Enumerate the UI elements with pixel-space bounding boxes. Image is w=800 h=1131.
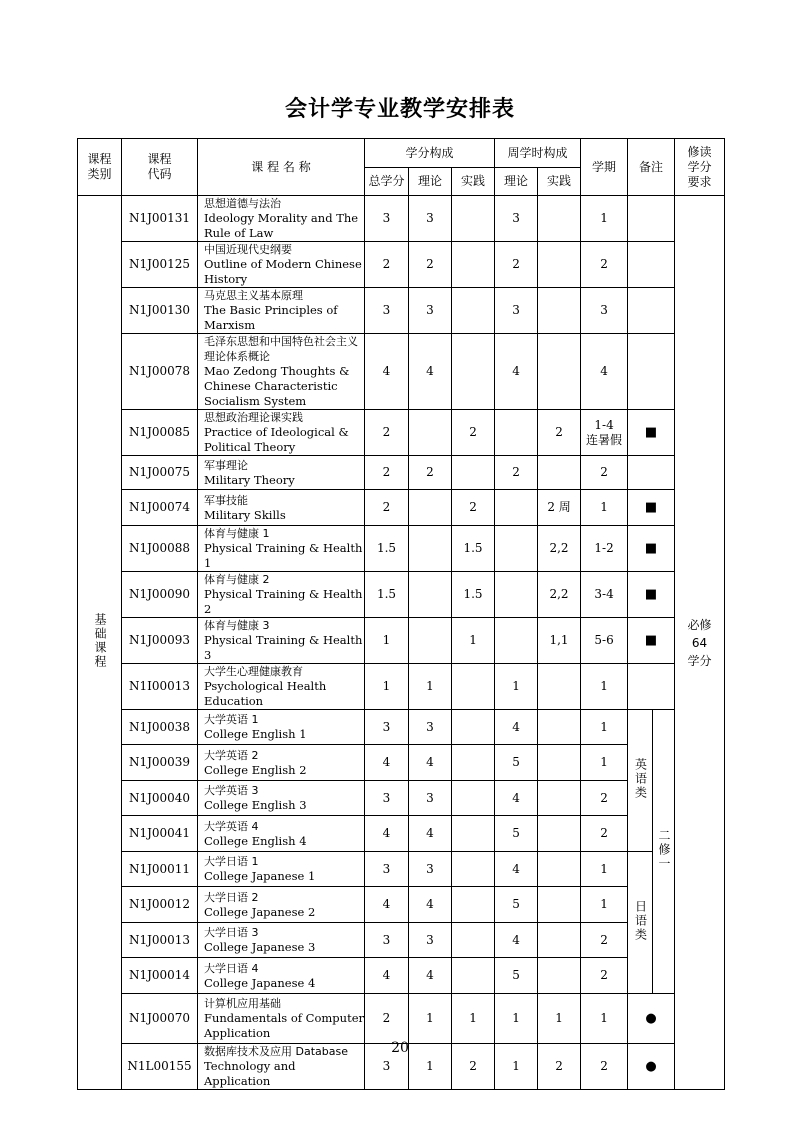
course-code: N1J00070 <box>122 994 198 1044</box>
course-name-cn: 体育与健康 3 <box>204 619 270 632</box>
semester: 1-2 <box>581 526 628 572</box>
course-code: N1J00074 <box>122 490 198 526</box>
hours-theory: 3 <box>495 288 538 334</box>
semester: 2 <box>581 456 628 490</box>
course-name-en: Technology and Application <box>204 1059 296 1088</box>
table-row <box>78 994 725 1044</box>
credits-total: 4 <box>365 334 409 410</box>
hours-theory: 5 <box>495 887 538 923</box>
table-row <box>78 923 725 958</box>
table-row <box>78 410 725 456</box>
table-row <box>78 526 725 572</box>
credits-theory: 3 <box>409 852 452 887</box>
course-name-cn: 毛泽东思想和中国特色社会主义理论体系概论 <box>204 335 358 363</box>
course-name-en: Physical Training & Health 1 <box>204 541 363 570</box>
hours-theory <box>495 526 538 572</box>
course-name-en: College English 2 <box>204 762 307 777</box>
credits-theory: 2 <box>409 456 452 490</box>
header-credits: 学分构成 <box>365 139 495 168</box>
hours-theory: 3 <box>495 196 538 242</box>
course-name-en: College Japanese 3 <box>204 940 316 954</box>
hours-practice <box>538 745 581 781</box>
course-name-en: Physical Training & Health 2 <box>204 587 363 616</box>
remark: ■ <box>628 572 675 618</box>
credits-practice <box>452 456 495 490</box>
course-name-cn: 体育与健康 2 <box>204 573 270 586</box>
credits-total: 2 <box>365 456 409 490</box>
course-name-cn: 数据库技术及应用 Database <box>204 1045 348 1058</box>
hours-practice: 2 <box>538 410 581 456</box>
course-name <box>198 456 365 490</box>
course-name-cn: 马克思主义基本原理 <box>204 289 303 302</box>
credits-practice <box>452 745 495 781</box>
credits-practice: 2 <box>452 1044 495 1090</box>
hours-theory: 1 <box>495 994 538 1044</box>
credits-theory <box>409 490 452 526</box>
credits-total: 1.5 <box>365 526 409 572</box>
hours-theory: 2 <box>495 242 538 288</box>
semester: 1 <box>581 490 628 526</box>
hours-theory <box>495 618 538 664</box>
credits-total: 4 <box>365 958 409 994</box>
remark <box>628 242 675 288</box>
remark: ■ <box>628 526 675 572</box>
remark <box>628 334 675 410</box>
table-row <box>78 334 725 410</box>
table-row <box>78 618 725 664</box>
semester: 1-4 连暑假 <box>581 410 628 456</box>
requirement-cell <box>675 196 725 1090</box>
semester: 4 <box>581 334 628 410</box>
course-name-en: College English 1 <box>204 727 307 741</box>
table-row <box>78 490 725 526</box>
semester: 1 <box>581 664 628 710</box>
course-name <box>198 410 365 456</box>
semester: 2 <box>581 242 628 288</box>
course-name-cn: 大学日语 2 <box>204 890 259 904</box>
credits-practice <box>452 196 495 242</box>
course-code: N1J00093 <box>122 618 198 664</box>
english-group-text: 英语类 <box>633 757 648 800</box>
category-cell <box>78 196 122 1090</box>
semester: 2 <box>581 816 628 852</box>
semester: 2 <box>581 1044 628 1090</box>
hours-practice <box>538 196 581 242</box>
credits-total: 1 <box>365 664 409 710</box>
course-name-cn: 军事理论 <box>204 458 248 472</box>
course-name-cn: 大学英语 3 <box>204 784 259 797</box>
remark: ■ <box>628 410 675 456</box>
semester: 1 <box>581 852 628 887</box>
hours-theory: 4 <box>495 781 538 816</box>
course-code: N1J00088 <box>122 526 198 572</box>
course-name-en: College English 3 <box>204 798 307 812</box>
course-name-cn: 大学日语 3 <box>204 926 259 939</box>
course-name-en: College Japanese 4 <box>204 975 316 990</box>
credits-total: 2 <box>365 994 409 1044</box>
course-name-en: Ideology Morality and The Rule of Law <box>204 211 359 240</box>
table-row <box>78 887 725 923</box>
page-number: 20 <box>391 1040 409 1056</box>
course-name-cn: 大学日语 1 <box>204 855 259 868</box>
hours-theory: 4 <box>495 852 538 887</box>
hours-theory: 1 <box>495 1044 538 1090</box>
course-code: N1J00125 <box>122 242 198 288</box>
credits-total: 1.5 <box>365 572 409 618</box>
course-name-cn: 大学生心理健康教育 <box>204 665 303 678</box>
credits-practice: 2 <box>452 410 495 456</box>
course-name <box>198 526 365 572</box>
hours-theory <box>495 410 538 456</box>
semester: 2 <box>581 923 628 958</box>
hours-practice <box>538 242 581 288</box>
semester: 2 <box>581 958 628 994</box>
table-row <box>78 745 725 781</box>
course-name-cn: 思想政治理论课实践 <box>204 411 303 424</box>
hours-practice <box>538 923 581 958</box>
semester: 1 <box>581 887 628 923</box>
course-name <box>198 242 365 288</box>
course-name-en: Military Theory <box>204 472 295 487</box>
header-hours-theory: 理论 <box>495 168 538 196</box>
credits-theory: 1 <box>409 1044 452 1090</box>
course-name <box>198 572 365 618</box>
credits-theory: 3 <box>409 710 452 745</box>
credits-theory: 2 <box>409 242 452 288</box>
remark <box>628 196 675 242</box>
table-row <box>78 710 725 745</box>
remark: ■ <box>628 490 675 526</box>
remark <box>628 456 675 490</box>
semester: 1 <box>581 994 628 1044</box>
course-code: N1J00075 <box>122 456 198 490</box>
credits-practice <box>452 710 495 745</box>
credits-total: 2 <box>365 242 409 288</box>
credits-total: 3 <box>365 852 409 887</box>
hours-practice: 1,1 <box>538 618 581 664</box>
course-name-en: The Basic Principles of Marxism <box>204 303 338 332</box>
semester: 1 <box>581 710 628 745</box>
course-name-cn: 大学日语 4 <box>204 961 259 975</box>
credits-practice: 1 <box>452 618 495 664</box>
table-row <box>78 958 725 994</box>
choose-one-text: 二修一 <box>657 828 672 871</box>
hours-practice <box>538 958 581 994</box>
credits-practice: 2 <box>452 490 495 526</box>
course-name-en: Practice of Ideological & Political Theory <box>204 425 349 454</box>
hours-theory: 4 <box>495 923 538 958</box>
hours-practice: 2,2 <box>538 572 581 618</box>
course-name-cn: 体育与健康 1 <box>204 527 270 540</box>
course-name-cn: 军事技能 <box>204 493 248 507</box>
course-code: N1J00085 <box>122 410 198 456</box>
credits-total: 4 <box>365 745 409 781</box>
credits-theory: 4 <box>409 334 452 410</box>
hours-theory: 5 <box>495 816 538 852</box>
credits-practice <box>452 887 495 923</box>
header-category: 课程 类别 <box>78 139 122 196</box>
hours-theory: 5 <box>495 745 538 781</box>
course-code: N1J00011 <box>122 852 198 887</box>
credits-practice <box>452 664 495 710</box>
hours-theory <box>495 490 538 526</box>
header-name: 课 程 名 称 <box>198 139 365 196</box>
credits-practice: 1.5 <box>452 526 495 572</box>
header-hours-practice: 实践 <box>538 168 581 196</box>
credits-total: 2 <box>365 410 409 456</box>
hours-practice <box>538 852 581 887</box>
english-group-label <box>628 710 653 852</box>
hours-practice: 2 周 <box>538 490 581 526</box>
credits-practice <box>452 242 495 288</box>
hours-practice <box>538 710 581 745</box>
page-title: 会计学专业教学安排表 <box>284 97 515 122</box>
credits-theory: 1 <box>409 664 452 710</box>
course-code: N1J00014 <box>122 958 198 994</box>
course-name <box>198 781 365 816</box>
credits-theory: 4 <box>409 958 452 994</box>
credits-practice <box>452 852 495 887</box>
credits-total: 3 <box>365 923 409 958</box>
course-name <box>198 334 365 410</box>
requirement-line1: 必修 <box>687 617 712 632</box>
credits-theory <box>409 572 452 618</box>
semester: 3 <box>581 288 628 334</box>
course-name <box>198 745 365 781</box>
course-code: N1L00155 <box>122 1044 198 1090</box>
hours-practice: 2,2 <box>538 526 581 572</box>
credits-practice <box>452 781 495 816</box>
table-row <box>78 816 725 852</box>
credits-total: 3 <box>365 196 409 242</box>
header-hours: 周学时构成 <box>495 139 581 168</box>
hours-theory: 4 <box>495 710 538 745</box>
hours-practice <box>538 887 581 923</box>
header-requirement: 修读 学分 要求 <box>675 139 725 196</box>
course-name <box>198 664 365 710</box>
course-name <box>198 490 365 526</box>
course-name-en: College Japanese 2 <box>204 904 316 919</box>
hours-practice <box>538 334 581 410</box>
credits-theory: 3 <box>409 288 452 334</box>
course-name <box>198 852 365 887</box>
table-row <box>78 664 725 710</box>
course-code: N1J00038 <box>122 710 198 745</box>
header-code: 课程 代码 <box>122 139 198 196</box>
course-code: N1J00078 <box>122 334 198 410</box>
credits-theory: 3 <box>409 196 452 242</box>
credits-practice: 1 <box>452 994 495 1044</box>
credits-practice <box>452 923 495 958</box>
course-name-cn: 大学英语 2 <box>204 748 259 762</box>
course-name-en: Outline of Modern Chinese History <box>204 257 362 286</box>
credits-theory: 1 <box>409 994 452 1044</box>
table-row <box>78 852 725 887</box>
table-row <box>78 456 725 490</box>
course-name-en: Mao Zedong Thoughts & Chinese Characteristic Socialism System <box>204 364 350 408</box>
course-name <box>198 196 365 242</box>
requirement-line3: 学分 <box>687 653 712 668</box>
header-remark: 备注 <box>628 139 675 196</box>
credits-theory <box>409 526 452 572</box>
semester: 5-6 <box>581 618 628 664</box>
course-name-en: Fundamentals of Computer Application <box>204 1011 364 1040</box>
course-name <box>198 288 365 334</box>
course-code: N1J00013 <box>122 923 198 958</box>
table-row <box>78 288 725 334</box>
credits-theory: 4 <box>409 816 452 852</box>
course-name-en: College Japanese 1 <box>204 869 316 883</box>
credits-theory: 4 <box>409 745 452 781</box>
course-name-cn: 大学英语 1 <box>204 713 259 726</box>
remark: ■ <box>628 618 675 664</box>
hours-theory: 2 <box>495 456 538 490</box>
course-name <box>198 618 365 664</box>
header-credits-total: 总学分 <box>365 168 409 196</box>
credits-total: 2 <box>365 490 409 526</box>
choose-one-label <box>653 710 675 994</box>
table-row <box>78 781 725 816</box>
course-name <box>198 923 365 958</box>
header-credits-theory: 理论 <box>409 168 452 196</box>
course-code: N1I00013 <box>122 664 198 710</box>
hours-practice <box>538 288 581 334</box>
credits-practice <box>452 816 495 852</box>
credits-practice <box>452 958 495 994</box>
japanese-group-text: 日语类 <box>633 899 648 942</box>
course-name <box>198 710 365 745</box>
remark <box>628 664 675 710</box>
semester: 2 <box>581 781 628 816</box>
course-name <box>198 887 365 923</box>
remark: ● <box>628 994 675 1044</box>
hours-practice <box>538 816 581 852</box>
course-code: N1J00041 <box>122 816 198 852</box>
table-row <box>78 196 725 242</box>
credits-total: 1 <box>365 618 409 664</box>
semester: 1 <box>581 745 628 781</box>
header-semester: 学期 <box>581 139 628 196</box>
course-code: N1J00131 <box>122 196 198 242</box>
semester: 1 <box>581 196 628 242</box>
credits-theory: 4 <box>409 887 452 923</box>
hours-theory <box>495 572 538 618</box>
remark <box>628 288 675 334</box>
credits-total: 4 <box>365 887 409 923</box>
credits-total: 3 <box>365 1044 409 1090</box>
course-name-en: Psychological Health Education <box>204 679 327 708</box>
semester: 3-4 <box>581 572 628 618</box>
credits-theory <box>409 410 452 456</box>
remark: ● <box>628 1044 675 1090</box>
hours-theory: 4 <box>495 334 538 410</box>
course-code: N1J00040 <box>122 781 198 816</box>
credits-practice: 1.5 <box>452 572 495 618</box>
credits-theory <box>409 618 452 664</box>
course-code: N1J00130 <box>122 288 198 334</box>
course-name-en: Military Skills <box>204 507 286 522</box>
hours-theory: 5 <box>495 958 538 994</box>
course-name <box>198 958 365 994</box>
course-code: N1J00039 <box>122 745 198 781</box>
credits-theory: 3 <box>409 781 452 816</box>
table-row <box>78 572 725 618</box>
category-label: 基础课程 <box>93 612 107 669</box>
table-row <box>78 242 725 288</box>
course-name-cn: 思想道德与法治 <box>204 197 281 210</box>
hours-practice <box>538 456 581 490</box>
credits-total: 3 <box>365 288 409 334</box>
course-code: N1J00012 <box>122 887 198 923</box>
course-name-en: College English 4 <box>204 833 307 848</box>
requirement-line2: 64 <box>691 635 708 650</box>
course-name-cn: 计算机应用基础 <box>204 997 281 1010</box>
course-name <box>198 994 365 1044</box>
course-name <box>198 816 365 852</box>
hours-practice: 2 <box>538 1044 581 1090</box>
credits-practice <box>452 288 495 334</box>
credits-total: 4 <box>365 816 409 852</box>
header-credits-practice: 实践 <box>452 168 495 196</box>
hours-practice <box>538 781 581 816</box>
credits-practice <box>452 334 495 410</box>
hours-practice <box>538 664 581 710</box>
course-name-cn: 中国近现代史纲要 <box>204 243 292 256</box>
credits-total: 3 <box>365 710 409 745</box>
hours-theory: 1 <box>495 664 538 710</box>
hours-practice: 1 <box>538 994 581 1044</box>
credits-theory: 3 <box>409 923 452 958</box>
course-code: N1J00090 <box>122 572 198 618</box>
credits-total: 3 <box>365 781 409 816</box>
course-name-en: Physical Training & Health 3 <box>204 633 363 662</box>
course-name-cn: 大学英语 4 <box>204 819 259 833</box>
teaching-schedule-table <box>77 138 725 1090</box>
japanese-group-label <box>628 852 653 994</box>
